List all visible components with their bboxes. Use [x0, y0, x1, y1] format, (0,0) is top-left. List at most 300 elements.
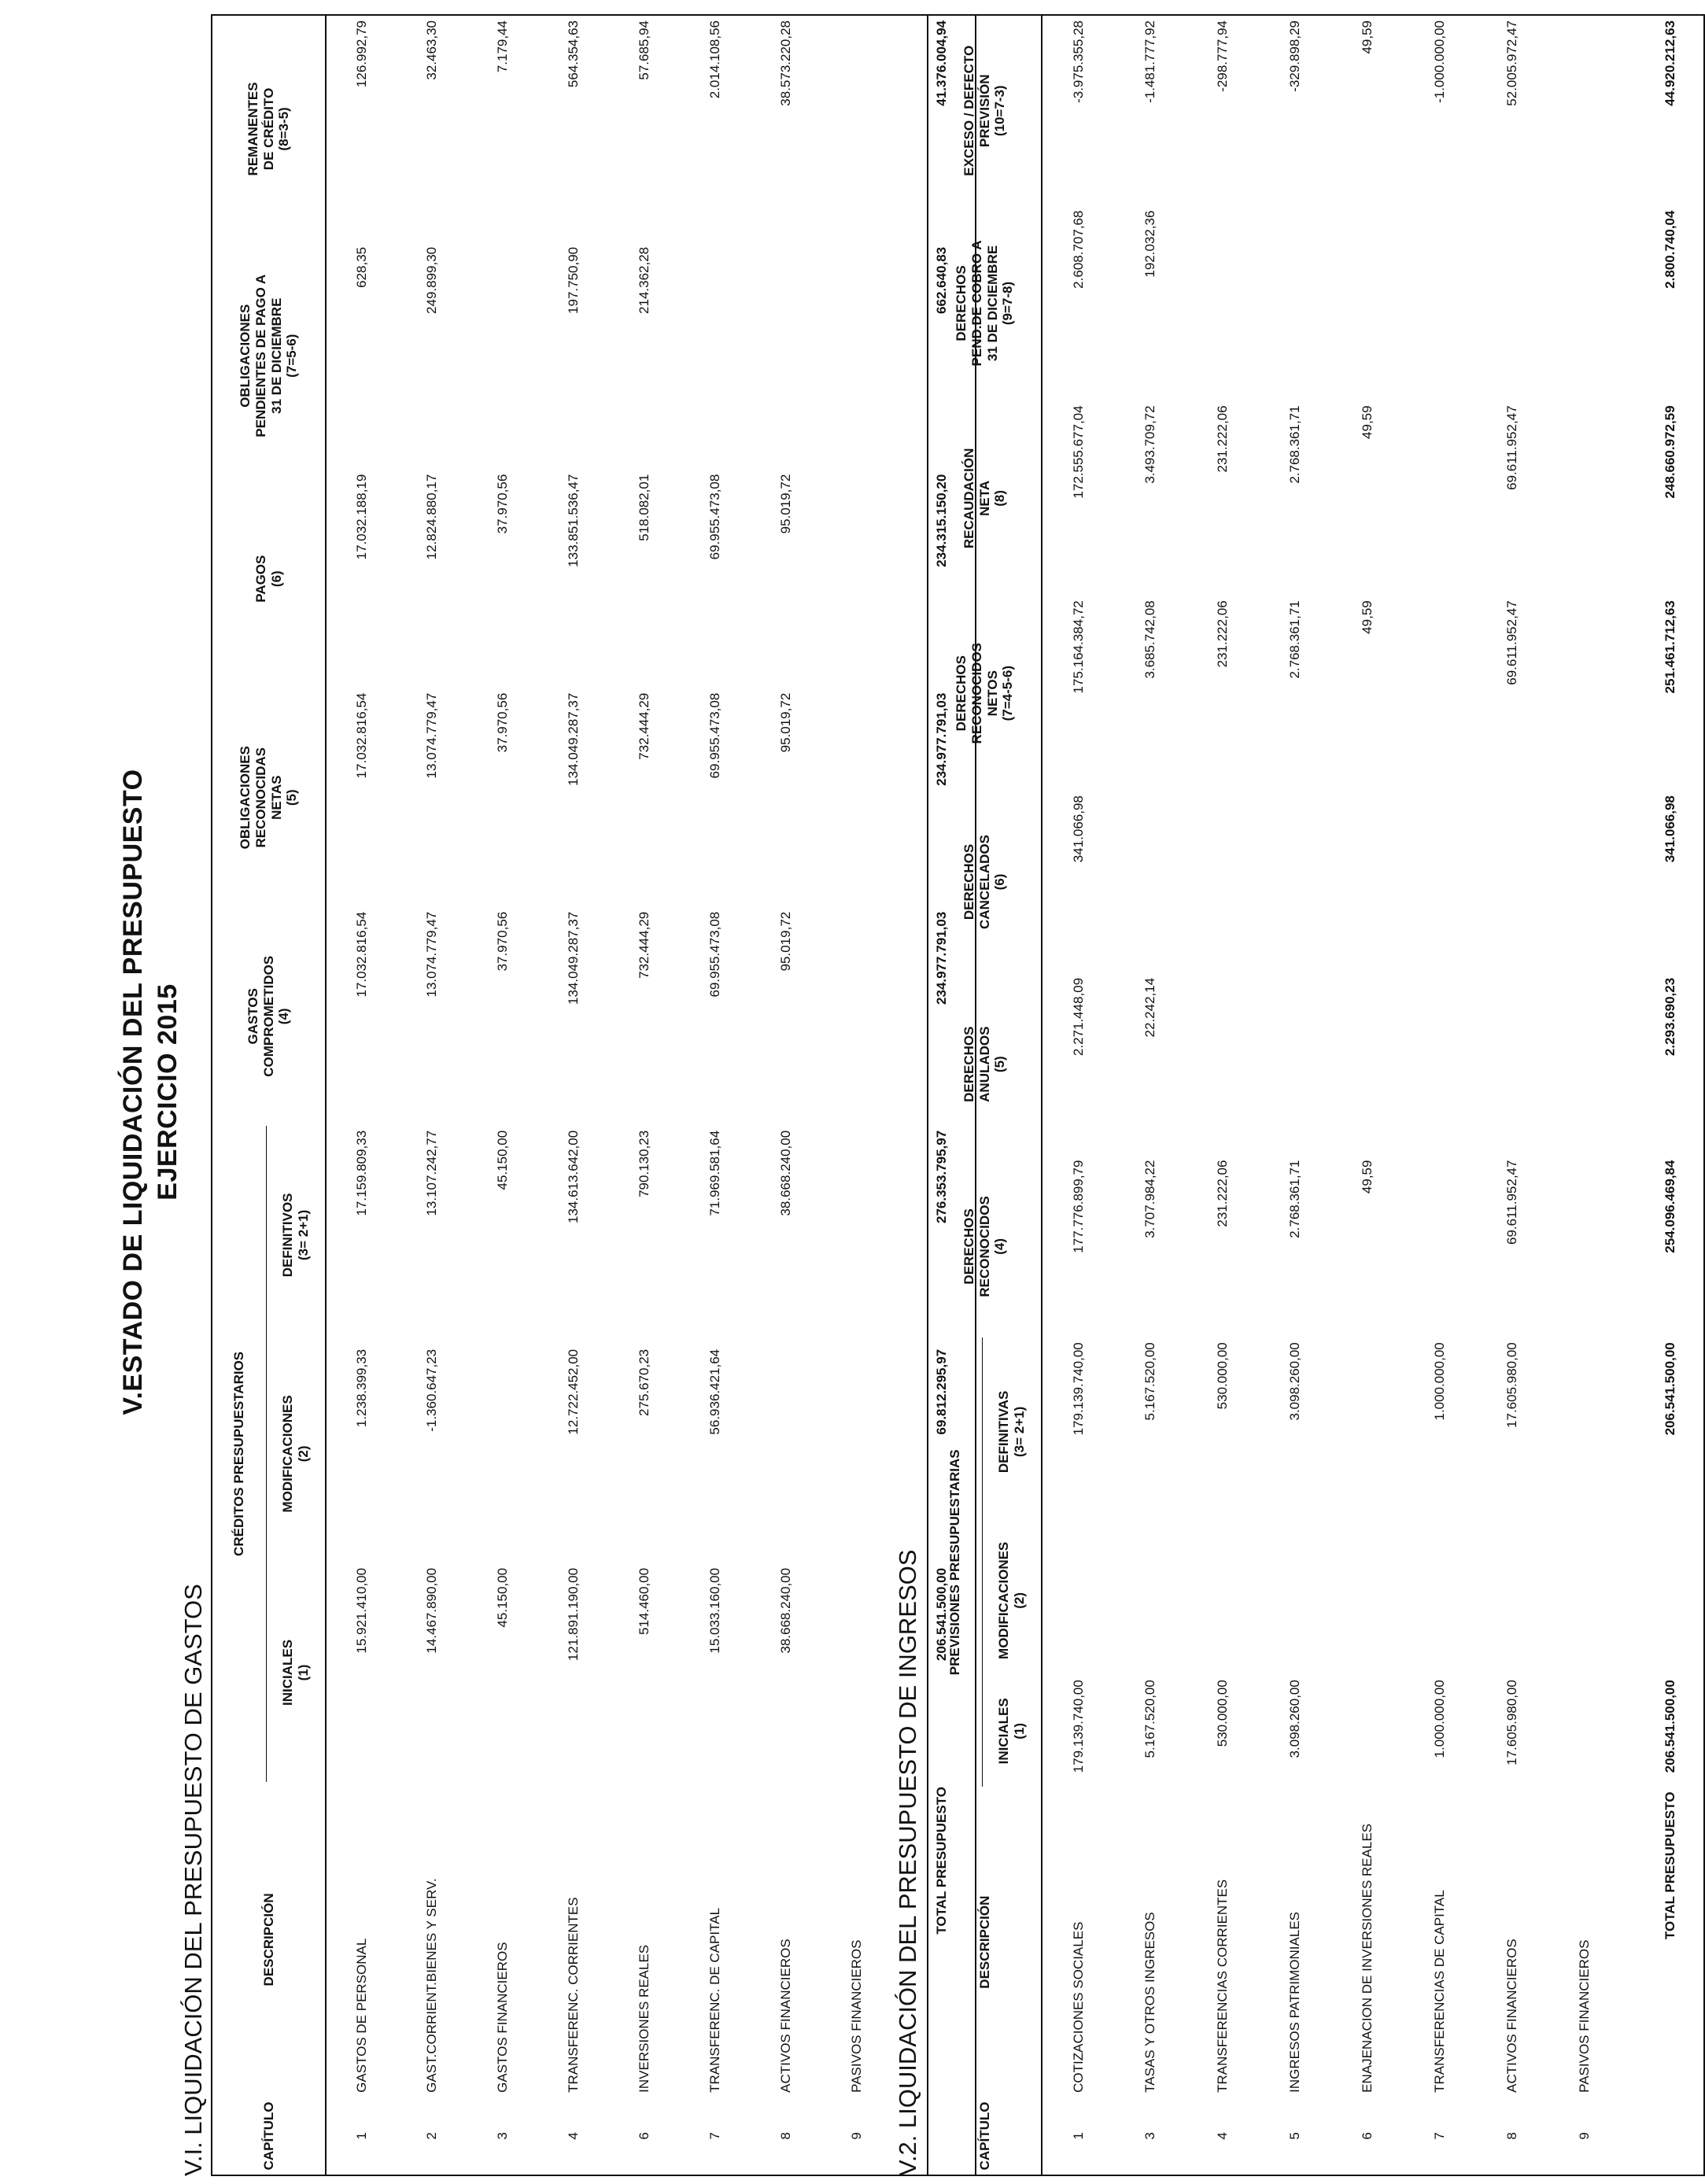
- gastos-header-1: [212, 1782, 326, 2097]
- value-cell: [1476, 791, 1548, 973]
- value-cell: 518.082,01: [637, 474, 651, 541]
- ingresos-header-10-l4: (9=7-8): [1000, 281, 1016, 326]
- gastos-header-3-l1: MODIFICACIONES: [280, 1395, 296, 1513]
- value-cell: 790.130,23: [637, 1130, 651, 1197]
- ingresos-header-9: [928, 400, 1042, 596]
- total-label: TOTAL PRESUPUESTO: [933, 1786, 949, 1935]
- ingresos-header-3-l2: (2): [1012, 1592, 1027, 1609]
- value-cell: 249.899,30: [424, 246, 439, 314]
- total-value-cell: 248.660.972,59: [1662, 405, 1677, 499]
- table-row: [1186, 15, 1259, 2175]
- ingresos-header-1: [928, 1787, 1042, 2097]
- table-row: [538, 15, 609, 2175]
- ingresos-section-title: V.2. LIQUIDACIÓN DEL PRESUPUESTO DE INGRESOS: [894, 1549, 921, 2176]
- total-value-cell: 234.977.791,03: [933, 692, 949, 786]
- value-cell: [1404, 206, 1476, 401]
- capitulo-cell: 4: [566, 2132, 581, 2140]
- ingresos-header-4-l2: (3= 2+1): [1012, 1406, 1027, 1457]
- value-cell: [1404, 1156, 1476, 1338]
- value-cell: [1404, 596, 1476, 791]
- gastos-header-4-l2: (3= 2+1): [296, 1209, 311, 1260]
- capitulo-cell: 4: [1215, 2132, 1230, 2140]
- value-cell: 17.605.980,00: [1504, 1342, 1519, 1428]
- ingresos-header-2-l1: INICIALES: [996, 1698, 1012, 1765]
- descripcion-cell: TRANSFERENC. CORRIENTES: [566, 1897, 581, 2093]
- value-cell: 38.668.240,00: [778, 1567, 793, 1654]
- value-cell: [467, 1345, 538, 1563]
- value-cell: 69.955.473,08: [707, 474, 722, 560]
- descripcion-cell: COTIZACIONES SOCIALES: [1070, 1921, 1086, 2093]
- value-cell: 69.611.952,47: [1504, 1160, 1519, 1245]
- value-cell: 17.032.188,19: [353, 474, 369, 560]
- ingresos-header-3: [983, 1526, 1043, 1676]
- value-cell: 49,59: [1360, 405, 1375, 439]
- ingresos-header-4-l1: DEFINITIVAS: [996, 1390, 1012, 1474]
- value-cell: 231.222,06: [1215, 600, 1230, 668]
- table-row: [821, 15, 892, 2175]
- gastos-header-0-l1: CAPÍTULO: [260, 2101, 276, 2171]
- value-cell: [1114, 791, 1186, 973]
- value-cell: [1042, 1526, 1114, 1676]
- table-row: [1259, 15, 1331, 2175]
- gastos-header-8-l2: PENDIENTES DE PAGO A: [253, 274, 268, 437]
- total-value-cell: 234.977.791,03: [933, 911, 949, 1005]
- value-cell: 14.467.890,00: [424, 1567, 439, 1654]
- ingresos-header-7-l3: (6): [992, 873, 1008, 891]
- value-cell: [1404, 400, 1476, 596]
- ingresos-header-4: [983, 1337, 1043, 1525]
- ingresos-header-8-l1: DERECHOS: [954, 655, 969, 732]
- ingresos-header-0: [928, 2097, 1042, 2175]
- value-cell: 13.074.779,47: [424, 911, 439, 998]
- gastos-header-8: [212, 242, 326, 470]
- gastos-header-7-l2: (6): [268, 570, 284, 588]
- gastos-header-9: [212, 15, 326, 242]
- value-cell: [751, 1345, 821, 1563]
- gastos-header-8-l4: (7=5-6): [284, 334, 300, 378]
- value-cell: 564.354,63: [566, 20, 581, 88]
- capitulo-cell: 8: [778, 2132, 793, 2140]
- ingresos-header-8-l4: (7=4-5-6): [1000, 666, 1016, 721]
- table-row: [326, 15, 397, 2175]
- descripcion-cell: INGRESOS PATRIMONIALES: [1287, 1912, 1302, 2093]
- descripcion-cell: ACTIVOS FINANCIEROS: [1504, 1939, 1519, 2093]
- value-cell: 69.611.952,47: [1504, 600, 1519, 685]
- total-value-cell: 2.293.690,23: [1662, 977, 1677, 1057]
- ingresos-header-11-l3: (10=7-3): [992, 85, 1008, 137]
- value-cell: [1186, 791, 1259, 973]
- value-cell: 134.049.287,37: [566, 692, 581, 786]
- total-value-cell: 206.541.500,00: [933, 1567, 949, 1662]
- value-cell: [1259, 973, 1331, 1156]
- spacer-row: [1621, 15, 1637, 2175]
- value-cell: [1476, 973, 1548, 1156]
- gastos-table: [211, 14, 976, 2176]
- value-cell: 530.000,00: [1215, 1342, 1230, 1410]
- value-cell: 514.460,00: [637, 1567, 651, 1636]
- value-cell: [751, 242, 821, 470]
- total-value-cell: 206.541.500,00: [1662, 1680, 1677, 1773]
- value-cell: -298.777,94: [1215, 20, 1230, 92]
- ingresos-header-9-l2: NETA: [976, 480, 992, 516]
- value-cell: 3.685.742,08: [1142, 600, 1157, 679]
- value-cell: 57.685,94: [637, 20, 651, 80]
- capitulo-cell: 3: [1142, 2132, 1157, 2140]
- table-row: [609, 15, 680, 2175]
- table-row: [397, 15, 467, 2175]
- value-cell: [1548, 973, 1621, 1156]
- value-cell: 49,59: [1360, 20, 1375, 54]
- table-row: [1476, 15, 1548, 2175]
- descripcion-cell: GASTOS FINANCIEROS: [495, 1942, 510, 2093]
- ingresos-header-1-l1: DESCRIPCIÓN: [976, 1895, 992, 1989]
- value-cell: 17.032.816,54: [353, 692, 369, 779]
- value-cell: 71.969.581,64: [707, 1130, 722, 1216]
- descripcion-cell: ACTIVOS FINANCIEROS: [778, 1939, 793, 2093]
- value-cell: 45.150,00: [495, 1567, 510, 1628]
- ingresos-group-header: PREVISIONES PRESUPUESTARIAS: [928, 1337, 983, 1787]
- value-cell: 49,59: [1360, 600, 1375, 634]
- ingresos-header-3-l1: MODIFICACIONES: [996, 1541, 1012, 1659]
- ingresos-header-5: [928, 1156, 1042, 1338]
- capitulo-cell: 1: [1070, 2132, 1086, 2140]
- descripcion-cell: INVERSIONES REALES: [637, 1944, 651, 2093]
- capitulo-cell: 1: [353, 2132, 369, 2140]
- value-cell: 197.750,90: [566, 246, 581, 314]
- capitulo-cell: 9: [849, 2132, 864, 2140]
- value-cell: [821, 15, 892, 242]
- value-cell: 628,35: [353, 246, 369, 288]
- value-cell: [821, 1126, 892, 1345]
- table-row: [680, 15, 751, 2175]
- ingresos-header-8-l3: NETOS: [984, 670, 1000, 717]
- value-cell: [1186, 206, 1259, 401]
- value-cell: 38.573.220,28: [778, 20, 793, 106]
- value-cell: [1548, 596, 1621, 791]
- value-cell: 134.049.287,37: [566, 911, 581, 1005]
- value-cell: 3.493.709,72: [1142, 405, 1157, 484]
- descripcion-cell: GASTOS DE PERSONAL: [353, 1938, 369, 2093]
- gastos-header-8-l1: OBLIGACIONES: [238, 304, 253, 408]
- gastos-header-6-l4: (5): [284, 789, 300, 806]
- ingresos-header-11: [928, 15, 1042, 206]
- ingresos-table-body: [1042, 15, 1704, 2175]
- descripcion-cell: GAST.CORRIENT.BIENES Y SERV.: [424, 1878, 439, 2093]
- value-cell: 52.005.972,47: [1504, 20, 1519, 106]
- value-cell: [1548, 1526, 1621, 1676]
- descripcion-cell: TASAS Y OTROS INGRESOS: [1142, 1912, 1157, 2093]
- value-cell: 13.107.242,77: [424, 1130, 439, 1216]
- total-value-cell: 341.066,98: [1662, 795, 1677, 863]
- ingresos-header-10: [928, 206, 1042, 401]
- value-cell: [1186, 1526, 1259, 1676]
- main-title: V.ESTADO DE LIQUIDACIÓN DEL PRESUPUESTO: [118, 769, 148, 1415]
- value-cell: [1331, 791, 1404, 973]
- table-row: [1548, 15, 1621, 2175]
- value-cell: [821, 688, 892, 907]
- value-cell: [1476, 206, 1548, 401]
- ingresos-header-5-l2: RECONOCIDOS: [976, 1196, 992, 1297]
- main-subtitle: EJERCICIO 2015: [153, 983, 183, 1201]
- value-cell: 2.768.361,71: [1287, 405, 1302, 484]
- value-cell: 32.463,30: [424, 20, 439, 80]
- ingresos-header-10-l2: PEND.DE COBRO A: [969, 240, 984, 367]
- ingresos-header-10-l3: 31 DE DICIEMBRE: [984, 245, 1000, 362]
- value-cell: [1548, 206, 1621, 401]
- ingresos-header-9-l3: (8): [992, 489, 1008, 507]
- value-cell: -3.975.355,28: [1070, 20, 1086, 103]
- ingresos-header-6: [928, 973, 1042, 1156]
- value-cell: 69.955.473,08: [707, 911, 722, 998]
- total-label: TOTAL PRESUPUESTO: [1662, 1791, 1677, 1940]
- ingresos-header-8: [928, 596, 1042, 791]
- gastos-header-5-l1: GASTOS: [245, 988, 261, 1045]
- value-cell: [1548, 1337, 1621, 1525]
- gastos-header-9-l3: (8=3-5): [276, 107, 292, 151]
- capitulo-cell: 7: [1432, 2132, 1447, 2140]
- value-cell: [1404, 791, 1476, 973]
- spacer-cell: [1621, 15, 1637, 2175]
- total-value-cell: 2.800.740,04: [1662, 210, 1677, 289]
- total-value-cell: 276.353.795,97: [933, 1130, 949, 1223]
- ingresos-header-7-l1: DERECHOS: [961, 843, 977, 920]
- value-cell: [1331, 1337, 1404, 1525]
- value-cell: -1.360.647,23: [424, 1348, 439, 1432]
- value-cell: 126.992,79: [353, 20, 369, 88]
- value-cell: 732.444,29: [637, 911, 651, 979]
- value-cell: 2.014.108,56: [707, 20, 722, 99]
- value-cell: 172.555.677,04: [1070, 405, 1086, 499]
- value-cell: [1186, 973, 1259, 1156]
- total-value-cell: 254.096.469,84: [1662, 1160, 1677, 1253]
- descripcion-cell: TRANSFERENC. DE CAPITAL: [707, 1907, 722, 2093]
- value-cell: 12.722.452,00: [566, 1348, 581, 1435]
- value-cell: 5.167.520,00: [1142, 1342, 1157, 1421]
- descripcion-cell: TRANSFERENCIAS DE CAPITAL: [1432, 1890, 1447, 2093]
- value-cell: 95.019,72: [778, 692, 793, 753]
- value-cell: [1331, 206, 1404, 401]
- value-cell: 17.159.809,33: [353, 1130, 369, 1216]
- value-cell: 69.955.473,08: [707, 692, 722, 779]
- value-cell: 134.613.642,00: [566, 1130, 581, 1223]
- value-cell: 2.768.361,71: [1287, 600, 1302, 679]
- value-cell: [1331, 973, 1404, 1156]
- value-cell: 45.150,00: [495, 1130, 510, 1190]
- value-cell: 2.768.361,71: [1287, 1160, 1302, 1238]
- gastos-header-4: [267, 1126, 327, 1345]
- capitulo-cell: 6: [1360, 2132, 1375, 2140]
- value-cell: 17.032.816,54: [353, 911, 369, 998]
- value-cell: 37.970,56: [495, 474, 510, 534]
- value-cell: 530.000,00: [1215, 1680, 1230, 1747]
- total-value-cell: 234.315.150,20: [933, 474, 949, 567]
- gastos-header-2-l1: INICIALES: [280, 1639, 296, 1706]
- value-cell: 121.891.190,00: [566, 1567, 581, 1662]
- table-row: [467, 15, 538, 2175]
- total-value-cell: 41.376.004,94: [933, 20, 949, 106]
- value-cell: 2.271.448,09: [1070, 977, 1086, 1057]
- ingresos-header-6-l3: (5): [992, 1056, 1008, 1073]
- value-cell: 22.242,14: [1142, 977, 1157, 1038]
- value-cell: [1476, 1526, 1548, 1676]
- gastos-table-body: [326, 15, 976, 2175]
- capitulo-cell: 8: [1504, 2132, 1519, 2140]
- value-cell: [1548, 1675, 1621, 1787]
- value-cell: 38.668.240,00: [778, 1130, 793, 1216]
- value-cell: 37.970,56: [495, 911, 510, 972]
- value-cell: [1548, 400, 1621, 596]
- value-cell: 133.851.536,47: [566, 474, 581, 567]
- value-cell: [467, 242, 538, 470]
- value-cell: 2.608.707,68: [1070, 210, 1086, 289]
- value-cell: 175.164.384,72: [1070, 600, 1086, 694]
- gastos-header-2-l2: (1): [296, 1664, 311, 1681]
- gastos-header-6-l2: RECONOCIDAS: [253, 747, 268, 848]
- value-cell: [821, 242, 892, 470]
- value-cell: 1.000.000,00: [1432, 1342, 1447, 1421]
- capitulo-cell: 9: [1577, 2132, 1592, 2140]
- value-cell: 3.098.260,00: [1287, 1342, 1302, 1421]
- ingresos-header-8-l2: RECONOCIDOS: [969, 642, 984, 744]
- capitulo-cell: 2: [424, 2132, 439, 2140]
- value-cell: [680, 242, 751, 470]
- ingresos-header-0-l1: CAPÍTULO: [976, 2101, 992, 2171]
- value-cell: [1259, 791, 1331, 973]
- value-cell: -1.000.000,00: [1432, 20, 1447, 103]
- gastos-header-7: [212, 470, 326, 688]
- ingresos-header-5-l1: DERECHOS: [961, 1208, 977, 1285]
- value-cell: [1548, 1156, 1621, 1338]
- total-value-cell: 206.541.500,00: [1662, 1342, 1677, 1436]
- gastos-header-0: [212, 2097, 326, 2175]
- gastos-group-header: CRÉDITOS PRESUPUESTARIOS: [212, 1126, 267, 1782]
- value-cell: 37.970,56: [495, 692, 510, 753]
- ingresos-header-11-l1: EXCESO / DEFECTO: [961, 45, 977, 176]
- ingresos-header-7-l2: CANCELADOS: [976, 835, 992, 929]
- table-row: [1404, 15, 1476, 2175]
- descripcion-cell: ENAJENACION DE INVERSIONES REALES: [1360, 1823, 1375, 2093]
- gastos-header-6-l3: NETAS: [268, 775, 284, 820]
- table-row: [751, 15, 821, 2175]
- value-cell: 177.776.899,79: [1070, 1160, 1086, 1253]
- gastos-header-5: [212, 907, 326, 1126]
- descripcion-cell: TRANSFERENCIAS CORRIENTES: [1215, 1879, 1230, 2093]
- value-cell: [1259, 1526, 1331, 1676]
- gastos-header-9-l2: DE CRÉDITO: [260, 87, 276, 171]
- gastos-header-3: [267, 1345, 327, 1563]
- ingresos-header-7: [928, 791, 1042, 973]
- value-cell: 3.098.260,00: [1287, 1680, 1302, 1758]
- table-row: [1042, 15, 1114, 2175]
- value-cell: -1.481.777,92: [1142, 20, 1157, 103]
- ingresos-header-9-l1: RECAUDACIÓN: [961, 448, 977, 549]
- total-value-cell: 44.920.212,63: [1662, 20, 1677, 106]
- value-cell: 179.139.740,00: [1070, 1680, 1086, 1773]
- value-cell: 95.019,72: [778, 911, 793, 972]
- capitulo-cell: 5: [1287, 2132, 1302, 2140]
- value-cell: 192.032,36: [1142, 210, 1157, 278]
- gastos-header-6: [212, 688, 326, 907]
- gastos-section-title: V.I. LIQUIDACIÓN DEL PRESUPUESTO DE GASTOS: [179, 1584, 207, 2176]
- capitulo-cell: 3: [495, 2132, 510, 2140]
- value-cell: 56.936.421,64: [707, 1348, 722, 1435]
- value-cell: [1548, 15, 1621, 206]
- value-cell: [821, 1345, 892, 1563]
- value-cell: [1259, 206, 1331, 401]
- value-cell: 341.066,98: [1070, 795, 1086, 863]
- value-cell: 49,59: [1360, 1160, 1375, 1194]
- value-cell: 95.019,72: [778, 474, 793, 534]
- value-cell: 7.179,44: [495, 20, 510, 73]
- value-cell: [1548, 791, 1621, 973]
- descripcion-cell: PASIVOS FINANCIEROS: [1577, 1939, 1592, 2093]
- value-cell: 732.444,29: [637, 692, 651, 760]
- total-value-cell: 662.640,83: [933, 246, 949, 314]
- ingresos-table: [927, 14, 1705, 2176]
- total-value-cell: 251.461.712,63: [1662, 600, 1677, 694]
- gastos-header-7-l1: PAGOS: [253, 555, 268, 603]
- value-cell: 179.139.740,00: [1070, 1342, 1086, 1436]
- gastos-header-5-l2: COMPROMETIDOS: [260, 955, 276, 1077]
- value-cell: 275.670,23: [637, 1348, 651, 1416]
- ingresos-header-6-l2: ANULADOS: [976, 1026, 992, 1102]
- value-cell: 231.222,06: [1215, 1160, 1230, 1227]
- value-cell: [1404, 1526, 1476, 1676]
- value-cell: [1331, 1675, 1404, 1787]
- value-cell: [1331, 1526, 1404, 1676]
- gastos-header-5-l3: (4): [276, 1008, 292, 1025]
- total-value-cell: [1637, 1526, 1704, 1676]
- gastos-header-9-l1: REMANENTES: [245, 82, 261, 176]
- value-cell: 231.222,06: [1215, 405, 1230, 473]
- gastos-header-3-l2: (2): [296, 1445, 311, 1463]
- capitulo-cell: 7: [707, 2132, 722, 2140]
- value-cell: 214.362,28: [637, 246, 651, 314]
- table-row: [1114, 15, 1186, 2175]
- gastos-header-1-l1: DESCRIPCIÓN: [260, 1893, 276, 1987]
- table-row: [1331, 15, 1404, 2175]
- gastos-header-2: [267, 1563, 327, 1782]
- total-value-cell: 69.812.295,97: [933, 1348, 949, 1435]
- ingresos-header-11-l2: PREVISIÓN: [976, 74, 992, 148]
- value-cell: [821, 470, 892, 688]
- value-cell: 17.605.980,00: [1504, 1680, 1519, 1765]
- value-cell: [821, 1563, 892, 1782]
- value-cell: 13.074.779,47: [424, 692, 439, 779]
- total-row: [1637, 15, 1704, 2175]
- value-cell: 5.167.520,00: [1142, 1680, 1157, 1758]
- ingresos-header-2: [983, 1675, 1043, 1787]
- gastos-header-8-l3: 31 DE DICIEMBRE: [268, 297, 284, 414]
- descripcion-cell: PASIVOS FINANCIEROS: [849, 1939, 864, 2093]
- value-cell: 15.033.160,00: [707, 1567, 722, 1654]
- ingresos-header-6-l1: DERECHOS: [961, 1026, 977, 1102]
- value-cell: 12.824.880,17: [424, 474, 439, 560]
- value-cell: 1.000.000,00: [1432, 1680, 1447, 1758]
- value-cell: [1404, 973, 1476, 1156]
- value-cell: -329.898,29: [1287, 20, 1302, 92]
- ingresos-header-2-l2: (1): [1012, 1722, 1027, 1739]
- gastos-header-6-l1: OBLIGACIONES: [238, 746, 253, 850]
- value-cell: 15.921.410,00: [353, 1567, 369, 1654]
- value-cell: 69.611.952,47: [1504, 405, 1519, 490]
- value-cell: 1.238.399,33: [353, 1348, 369, 1428]
- value-cell: [821, 907, 892, 1126]
- ingresos-header-10-l1: DERECHOS: [954, 265, 969, 341]
- gastos-header-4-l1: DEFINITIVOS: [280, 1193, 296, 1278]
- capitulo-cell: 6: [637, 2132, 651, 2140]
- value-cell: [1114, 1526, 1186, 1676]
